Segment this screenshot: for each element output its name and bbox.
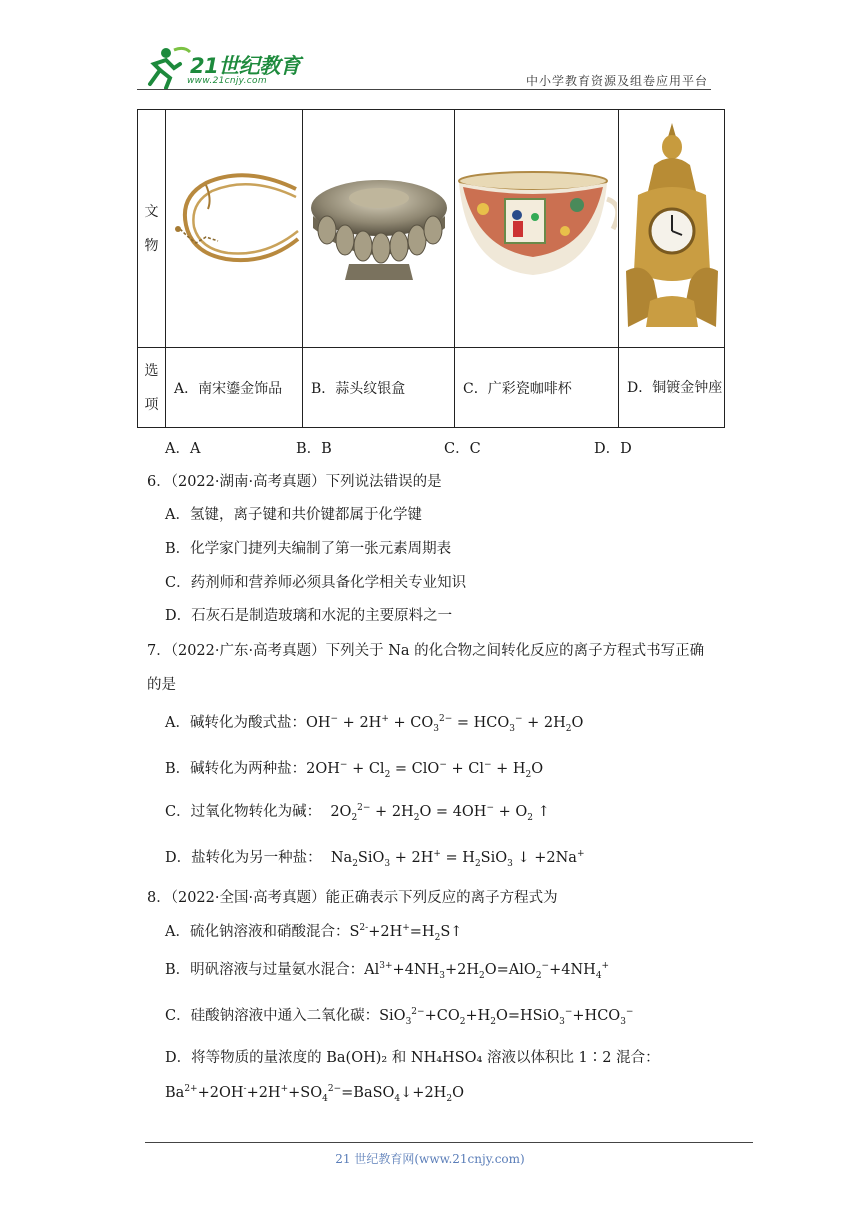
q5-choice-d: D．D [594,441,632,457]
q7-option-b: B．碱转化为两种盐：$2OH^- + Cl_2 = ClO^- + Cl^- + H_2O$ [165,760,544,780]
logo-text: 21世纪教育 [190,54,301,78]
q6-option-a: A．氢键，离子键和共价键都属于化学键 [165,507,422,523]
q8-option-b: B．明矾溶液与过量氨水混合：$Al^{3+}+4NH_3+2H_2O=AlO_2^-+4NH_4^+$ [165,961,610,981]
q8-option-d-equation: $Ba^{2+}+2OH^-+2H^++SO_4^{2-}=BaSO_4↓+2H_2O$ [165,1084,464,1104]
q6-option-d: D．石灰石是制造玻璃和水泥的主要原料之一 [165,608,453,624]
option-cell-c: C．广彩瓷咖啡杯 [455,348,619,428]
q6-option-b: B．化学家门捷列夫编制了第一张元素周期表 [165,541,452,557]
q8-option-c: C．硅酸钠溶液中通入二氧化碳：$SiO_3^{2-}+CO_2+H_2O=HSiO_3^-+HCO_3^-$ [165,1007,634,1027]
option-row [138,348,725,428]
footer-text: 21 世纪教育网(www.21cnjy.com) [335,1152,525,1166]
silver-box-image [305,164,453,294]
gilded-necklace-image [166,169,302,289]
artifact-row [138,110,725,348]
q7-option-d: D．盐转化为另一种盐： $Na_2SiO_3 + 2H^+ = H_2SiO_3$ ↓ +2Na+ [165,849,585,869]
logo-url: www.21cnjy.com [187,76,267,86]
q5-choice-b: B．B [296,441,332,457]
q7-stem-line1: 7．（2022·广东·高考真题）下列关于 Na 的化合物之间转化反应的离子方程式书写正确 [147,643,705,659]
q5-choice-c: C．C [444,441,481,457]
artifact-image-d [619,110,725,348]
artifact-image-a [166,110,303,348]
q6-option-c: C．药剂师和营养师必须具备化学相关专业知识 [165,575,467,591]
option-cell-d: D．铜镀金钟座 [619,348,725,428]
q8-stem: 8．（2022·全国·高考真题）能正确表示下列反应的离子方程式为 [147,890,558,906]
platform-title: 中小学教育资源及组卷应用平台 [525,74,708,88]
q7-stem-line2: 的是 [147,677,176,693]
artifact-image-c [455,110,619,348]
artifact-table [137,109,725,428]
q8-option-a: A．硫化钠溶液和硝酸混合：$S^{2-}+2H^+=H_2S↑$ [165,923,463,943]
row-header-artifact: 文物 [138,110,166,348]
porcelain-cup-image [457,169,617,289]
header-divider [137,89,711,90]
q6-stem: 6．（2022·湖南·高考真题）下列说法错误的是 [147,474,442,490]
q5-choice-a: A．A [165,441,201,457]
q7-option-a: A．碱转化为酸式盐：$OH^- + 2H^+ + CO_3^{2-} = HCO_3^- + 2H_2O$ [165,714,584,734]
option-cell-a: A．南宋鎏金饰品 [166,348,303,428]
q8-option-d: D．将等物质的量浓度的 Ba(OH)₂ 和 NH₄HSO₄ 溶液以体积比 1∶2 混合： [165,1050,660,1066]
gilt-clock-image [624,121,720,337]
option-cell-b: B．蒜头纹银盒 [303,348,455,428]
row-header-option: 选项 [138,348,166,428]
artifact-image-b [303,110,455,348]
q7-option-c: C．过氧化物转化为碱： $2O_2^{2-} + 2H_2O = 4OH^- + O_2$ ↑ [165,803,550,823]
footer-divider [145,1142,753,1143]
